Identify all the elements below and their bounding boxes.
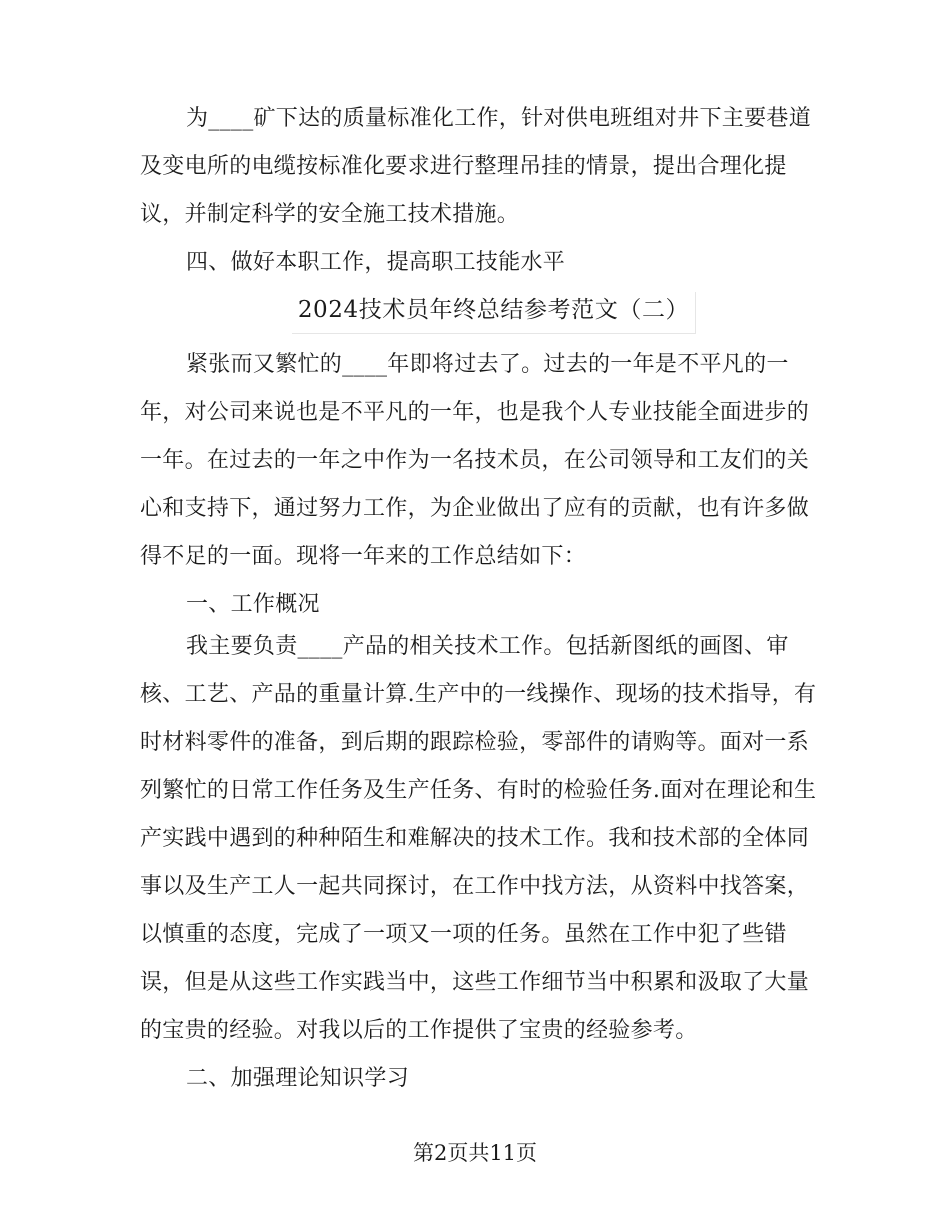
section-heading: 一、工作概况 [186, 592, 320, 617]
section-heading: 二、加强理论知识学习 [186, 1066, 410, 1091]
body-text-line: 产实践中遇到的种种陌生和难解决的技术工作。我和技术部的全体同 [140, 826, 810, 851]
document-title: 2024技术员年终总结参考范文（二） [292, 292, 696, 334]
body-text-line: 议，并制定科学的安全施工技术措施。 [140, 202, 520, 227]
body-text-line: 为____矿下达的质量标准化工作，针对供电班组对井下主要巷道 [186, 106, 812, 131]
body-text-line: 一年。在过去的一年之中作为一名技术员，在公司领导和工友们的关 [140, 448, 810, 473]
body-text-line: 得不足的一面。现将一年来的工作总结如下： [140, 544, 587, 569]
body-text-line: 紧张而又繁忙的____年即将过去了。过去的一年是不平凡的一 [186, 352, 789, 377]
body-text-line: 及变电所的电缆按标准化要求进行整理吊挂的情景，提出合理化提 [140, 154, 787, 179]
body-text-line: 事以及生产工人一起共同探讨，在工作中找方法，从资料中找答案， [140, 874, 810, 899]
body-text-line: 我主要负责____产品的相关技术工作。包括新图纸的画图、审 [186, 634, 789, 659]
body-text-line: 心和支持下，通过努力工作，为企业做出了应有的贡献，也有许多做 [140, 496, 810, 521]
body-text-line: 以慎重的态度，完成了一项又一项的任务。虽然在工作中犯了些错 [140, 922, 787, 947]
page-number: 第2页共11页 [412, 1141, 538, 1165]
body-text-line: 列繁忙的日常工作任务及生产任务、有时的检验任务.面对在理论和生 [140, 778, 817, 803]
body-text-line: 核、工艺、产品的重量计算.生产中的一线操作、现场的技术指导，有 [140, 682, 817, 707]
body-text-line: 的宝贵的经验。对我以后的工作提供了宝贵的经验参考。 [140, 1018, 698, 1043]
body-text-line: 误，但是从这些工作实践当中，这些工作细节当中积累和汲取了大量 [140, 970, 810, 995]
section-heading: 四、做好本职工作，提高职工技能水平 [186, 250, 566, 275]
body-text-line: 时材料零件的准备，到后期的跟踪检验，零部件的请购等。面对一系 [140, 730, 810, 755]
body-text-line: 年，对公司来说也是不平凡的一年，也是我个人专业技能全面进步的 [140, 400, 810, 425]
